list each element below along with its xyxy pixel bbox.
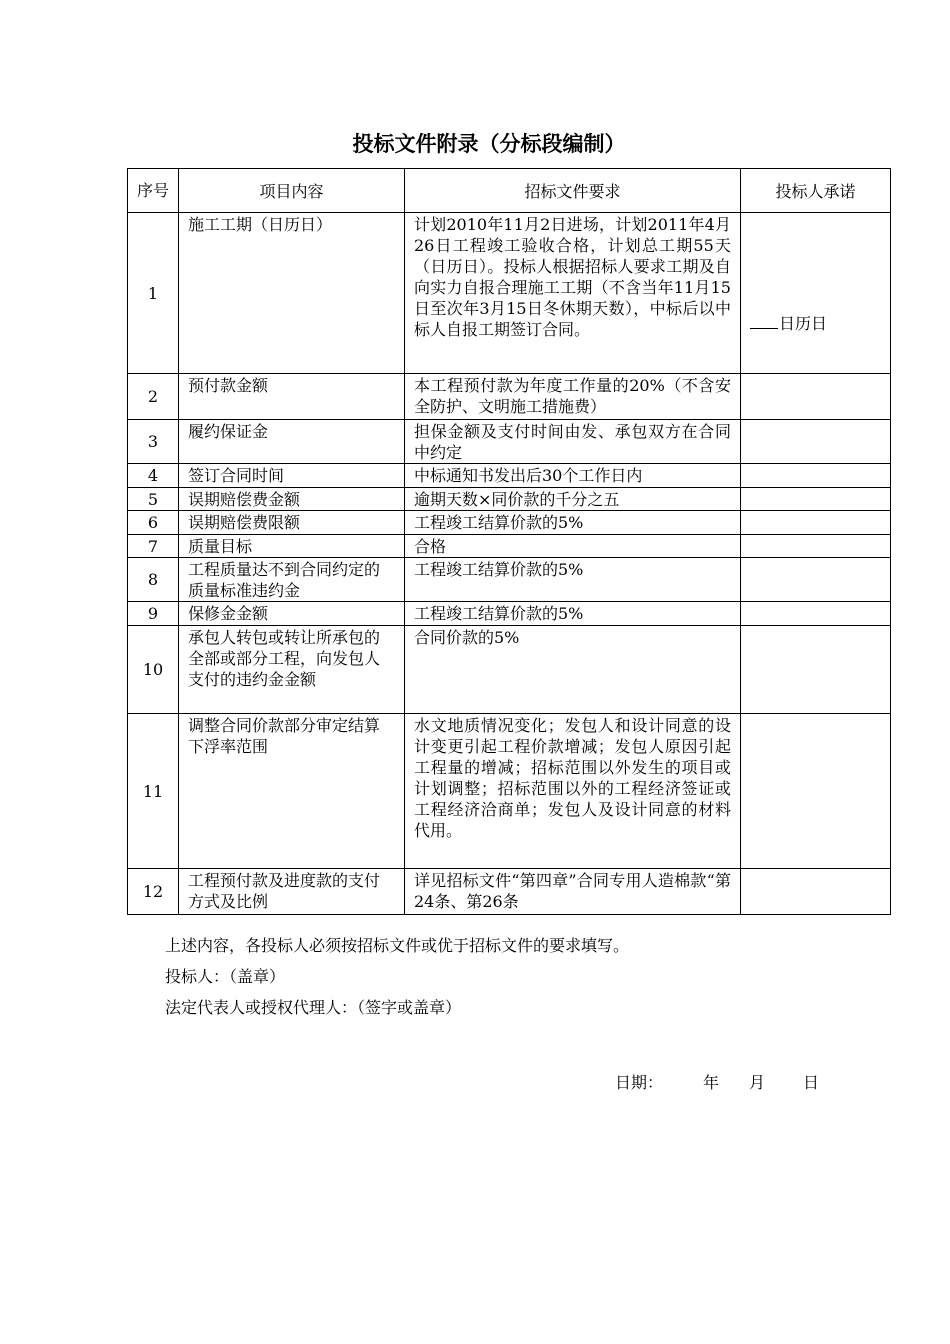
row-number: 2 [128, 374, 179, 420]
row-requirement: 逾期天数×同价款的千分之五 [405, 488, 741, 511]
instruction-text: 上述内容，各投标人必须按招标文件或优于招标文件的要求填写。 [165, 936, 630, 955]
table-row [128, 488, 891, 511]
row-requirement: 工程竣工结算价款的5% [405, 602, 741, 626]
row-promise [741, 488, 891, 511]
header-promise: 投标人承诺 [741, 169, 891, 213]
row-item: 误期赔偿费限额 [179, 511, 405, 535]
table-row [128, 602, 891, 626]
row-promise [741, 420, 891, 464]
table-row [128, 213, 891, 374]
row-number: 5 [128, 488, 179, 511]
row-number: 8 [128, 558, 179, 602]
row-promise [741, 558, 891, 602]
row-promise [741, 626, 891, 714]
table-row [128, 464, 891, 488]
row-promise [741, 535, 891, 558]
table-row [128, 374, 891, 420]
table-header-row [128, 169, 891, 213]
row-number: 12 [128, 869, 179, 915]
row-requirement: 中标通知书发出后30个工作日内 [405, 464, 741, 488]
row-requirement: 本工程预付款为年度工作量的20%（不含安全防护、文明施工措施费） [405, 374, 741, 420]
row-item: 调整合同价款部分审定结算下浮率范围 [179, 714, 405, 869]
table-row [128, 626, 891, 714]
table-row [128, 869, 891, 915]
row-promise [741, 602, 891, 626]
row-promise [741, 714, 891, 869]
row-number: 4 [128, 464, 179, 488]
row-number: 3 [128, 420, 179, 464]
row-requirement: 计划2010年11月2日进场，计划2011年4月26日工程竣工验收合格，计划总工期55天（日历日）。投标人根据招标人要求工期及自向实力自报合理施工工期（不含当年11月15日至次年3月15日冬休期天数），中标后以中标人自报工期签订合同。 [405, 213, 741, 374]
row-requirement: 详见招标文件“第四章”合同专用人造棉款“第24条、第26条 [405, 869, 741, 915]
row-item: 承包人转包或转让所承包的全部或部分工程，向发包人支付的违约金金额 [179, 626, 405, 714]
row-number: 9 [128, 602, 179, 626]
row-item: 误期赔偿费金额 [179, 488, 405, 511]
row-item: 工程质量达不到合同约定的质量标准违约金 [179, 558, 405, 602]
row-promise [741, 511, 891, 535]
row-requirement: 工程竣工结算价款的5% [405, 511, 741, 535]
appendix-table [127, 168, 891, 915]
row-number: 11 [128, 714, 179, 869]
row-item: 签订合同时间 [179, 464, 405, 488]
row-item: 施工工期（日历日） [179, 213, 405, 374]
representative-signature-line: 法定代表人或授权代理人：（签字或盖章） [165, 998, 462, 1017]
date-day: 日 [803, 1073, 820, 1092]
row-item: 预付款金额 [179, 374, 405, 420]
row-item: 保修金金额 [179, 602, 405, 626]
table-row [128, 511, 891, 535]
table-row [128, 535, 891, 558]
row-promise [741, 213, 891, 374]
row-requirement: 担保金额及支付时间由发、承包双方在合同中约定 [405, 420, 741, 464]
notes-block [165, 936, 629, 1029]
table-row [128, 420, 891, 464]
row-item: 履约保证金 [179, 420, 405, 464]
date-year: 年 [703, 1073, 720, 1092]
fill-blank [750, 327, 778, 329]
row-promise [741, 464, 891, 488]
document-title: 投标文件附录（分标段编制） [352, 132, 626, 156]
table-row [128, 714, 891, 869]
table-row [128, 558, 891, 602]
row-number: 1 [128, 213, 179, 374]
row-number: 6 [128, 511, 179, 535]
promise-text: 日历日 [779, 314, 828, 333]
bidder-seal-line: 投标人：（盖章） [165, 967, 286, 986]
row-number: 10 [128, 626, 179, 714]
row-promise [741, 869, 891, 915]
date-label: 日期： [615, 1073, 664, 1092]
row-number: 7 [128, 535, 179, 558]
row-requirement: 水文地质情况变化；发包人和设计同意的设计变更引起工程价款增减；发包人原因引起工程量的增减；招标范围以外发生的项目或计划调整；招标范围以外的工程经济签证或工程经济洽商单；发包人及设计同意的材料代用。 [405, 714, 741, 869]
row-item: 工程预付款及进度款的支付方式及比例 [179, 869, 405, 915]
row-item: 质量目标 [179, 535, 405, 558]
header-item: 项目内容 [179, 169, 405, 213]
row-promise [741, 374, 891, 420]
row-requirement: 合格 [405, 535, 741, 558]
date-month: 月 [749, 1073, 766, 1092]
header-requirement: 招标文件要求 [405, 169, 741, 213]
row-requirement: 合同价款的5% [405, 626, 741, 714]
header-no: 序号 [128, 169, 179, 213]
row-requirement: 工程竣工结算价款的5% [405, 558, 741, 602]
date-line [615, 1070, 819, 1093]
